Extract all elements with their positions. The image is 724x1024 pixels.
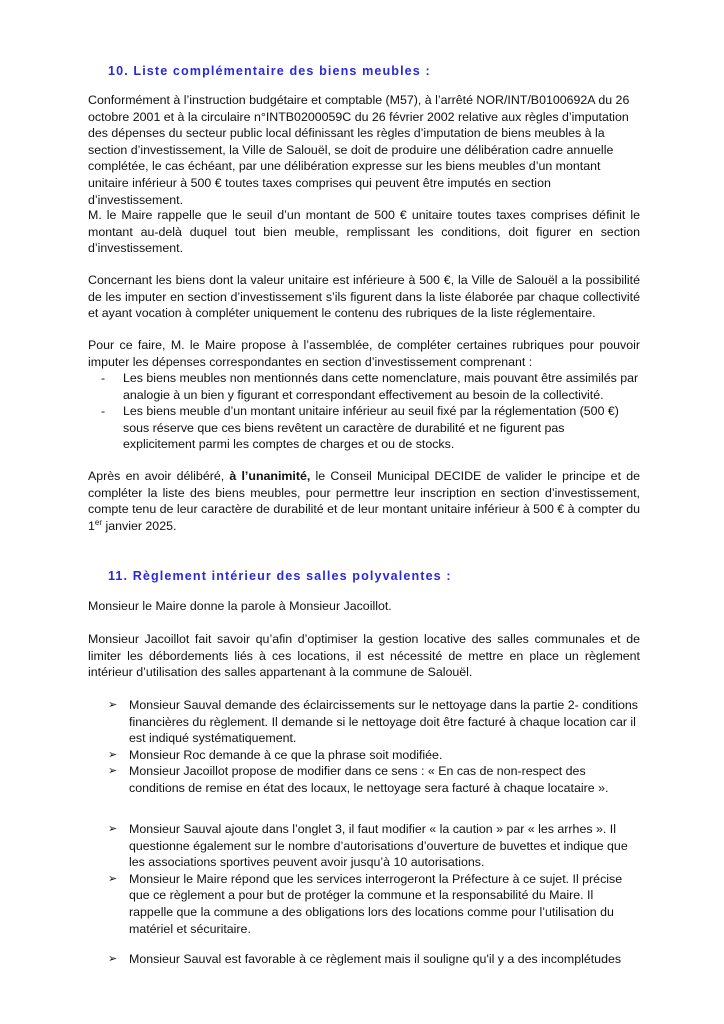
dash-marker: - xyxy=(101,371,106,385)
list-item-text: Les biens meuble d’un montant unitaire inférieur au seuil fixé par la réglementation (500 €) sous réserve que ces biens revêtent un caractère de durabilité et ne figurent pas explicitement parmi les comptes de charges et ou de stocks. xyxy=(123,404,619,452)
section-11-arrow-list-2 xyxy=(108,821,640,937)
list-item xyxy=(88,370,640,403)
section-11-arrow-list-3 xyxy=(108,951,640,968)
decision-text-mid: le Conseil Municipal DECIDE de valider le principe et de compléter la liste des biens meubles, pour permettre leur inscription en section d’investissement, compte tenu de leur caractère de durabilité et de leur montant unitaire inférieur à 500 € à compter du 1 xyxy=(88,469,641,533)
arrow-bullet-icon: ➢ xyxy=(108,748,118,761)
section-10-bullet-list xyxy=(88,370,640,453)
arrow-bullet-icon: ➢ xyxy=(108,953,118,965)
list-item-text: Monsieur le Maire répond que les services interrogeront la Préfecture à ce sujet. Il précise que ce règlement a pour but de protéger la commune et la responsabilité du Maire. Il rappelle que la commune a des obligations lors des locations comme pour l’utilisation du matériel et sécuritaire. xyxy=(129,871,623,936)
section-10-paragraph-3: Concernant les biens dont la valeur unitaire est inférieure à 500 €, la Ville de Salouël a la possibilité de les imputer en section d’investissement s’ils figurent dans la liste élaborée par chaque collectivité et ayant vocation à compléter uniquement le contenu des rubriques de la liste réglementaire. xyxy=(88,273,640,321)
section-10-decision-paragraph xyxy=(88,468,640,534)
section-10-paragraph-2: M. le Maire rappelle que le seuil d’un montant de 500 € unitaire toutes taxes comprises définit le montant au-delà duquel tout bien meuble, remplissant les conditions, doit figurer en section d’investissement. xyxy=(88,208,640,256)
section-11-paragraph-1: Monsieur le Maire donne la parole à Monsieur Jacoillot. xyxy=(88,599,392,613)
list-item xyxy=(108,697,640,747)
list-item xyxy=(108,763,640,796)
list-item xyxy=(88,403,640,453)
decision-text-bold: à l’unanimité, xyxy=(229,469,311,483)
list-item-text: Monsieur Sauval est favorable à ce règlement mais il souligne qu'il y a des incomplétudes xyxy=(129,952,622,966)
list-item-text: Monsieur Sauval demande des éclaircissements sur le nettoyage dans la partie 2- conditions financières du règlement. Il demande si le nettoyage doit être facturé à chaque location car il est indiqué systématiquement. xyxy=(129,698,638,746)
section-11-paragraph-2: Monsieur Jacoillot fait savoir qu’afin d’optimiser la gestion locative des salles communales et de limiter les débordements liés à ces locations, il est nécessité de mettre en place un règlement intérieur d’utilisation des salles appartenant à la commune de Salouël. xyxy=(88,632,640,680)
dash-marker: - xyxy=(101,404,106,419)
list-item-text: Monsieur Jacoillot propose de modifier dans ce sens : « En cas de non-respect des conditions de remise en état des locaux, le nettoyage sera facturé à chaque locataire ». xyxy=(129,764,609,795)
decision-text-superscript: er xyxy=(94,517,103,527)
list-item xyxy=(108,951,640,968)
list-item xyxy=(108,821,640,871)
arrow-bullet-icon: ➢ xyxy=(108,872,118,885)
arrow-bullet-icon: ➢ xyxy=(108,823,118,835)
section-10-paragraph-4: Pour ce faire, M. le Maire propose à l’assemblée, de compléter certaines rubriques pour pouvoir imputer les dépenses correspondantes en section d’investissement comprenant : xyxy=(88,338,640,369)
list-item xyxy=(108,747,640,764)
section-10-heading: 10. Liste complémentaire des biens meubles : xyxy=(108,64,431,78)
decision-text-start: Après en avoir délibéré, xyxy=(88,469,230,483)
list-item xyxy=(108,871,640,937)
list-item-text: Monsieur Sauval ajoute dans l’onglet 3, il faut modifier « la caution » par « les arrhes ». Il questionne également sur le nombre d’autorisations d’ouverture de buvettes et indique que les associations sportives peuvent avoir jusqu’à 10 autorisations. xyxy=(129,822,628,870)
decision-text-end: janvier 2025. xyxy=(102,518,177,533)
arrow-bullet-icon: ➢ xyxy=(108,765,118,778)
section-10-paragraph-1: Conformément à l’instruction budgétaire et comptable (M57), à l’arrêté NOR/INT/B0100692A du 26 octobre 2001 et à la circulaire n°INTB0200059C du 26 février 2002 relative aux règles d’imputation des dépenses du secteur public local définissant les règles d’imputation de biens meubles à la section d’investissement, la Ville de Salouël, se doit de produire une délibération cadre annuelle complétée, le cas échéant, par une délibération expresse sur les biens meubles d’un montant unitaire inférieur à 500 € toutes taxes comprises qui peuvent être imputés en section d’investissement. xyxy=(88,93,630,207)
list-item-text: Les biens meubles non mentionnés dans cette nomenclature, mais pouvant être assimilés par analogie à un bien y figurant et correspondant effectivement au besoin de la collectivité. xyxy=(123,371,639,402)
arrow-bullet-icon: ➢ xyxy=(108,699,118,711)
section-11-arrow-list-1 xyxy=(108,697,640,797)
section-11-heading: 11. Règlement intérieur des salles polyvalentes : xyxy=(108,569,452,583)
list-item-text: Monsieur Roc demande à ce que la phrase soit modifiée. xyxy=(129,747,443,762)
